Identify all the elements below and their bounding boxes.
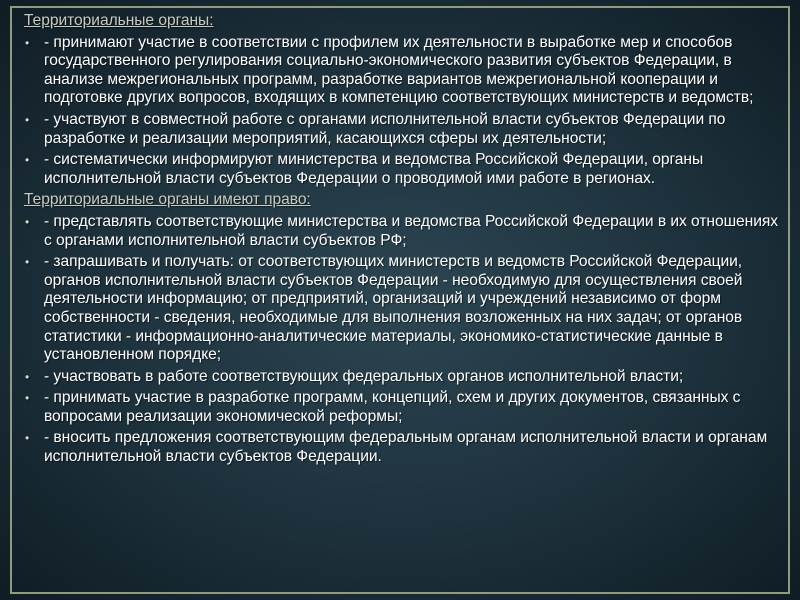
list-item: [24, 111, 784, 148]
list-item-text: - участвуют в совместной работе с органами исполнительной власти субъектов Федерации по разработке и реализации мероприятий, касающихся сферы их деятельности;: [44, 110, 726, 147]
bullet-list: [24, 213, 784, 467]
bullet-icon: •: [25, 214, 30, 229]
list-item-text: - принимать участие в разработке программ, концепций, схем и других документов, связанных с вопросами реализации экономической реформы;: [44, 389, 741, 425]
bullet-list: [24, 34, 784, 189]
slide-content: [24, 12, 784, 470]
bullet-icon: •: [25, 369, 30, 384]
list-item-text: - участвовать в работе соответствующих федеральных органов исполнительной власти;: [44, 367, 684, 385]
bullet-icon: •: [25, 431, 30, 446]
list-item-text: - принимают участие в соответствии с профилем их деятельности в выработке мер и способов государственного регулирования социально-экономического развития субъектов Федерации, в анализе межрегиональных программ, разработке вариантов межрегиональной кооперации и подготовке других вопросов, входящих в компетенцию соответствующих министерств и ведомств;: [44, 33, 754, 107]
bullet-icon: •: [25, 255, 30, 270]
bullet-icon: •: [25, 112, 30, 127]
section-rights: [24, 191, 784, 466]
list-item: [24, 368, 784, 387]
list-item-text: - систематически информируют министерства и ведомства Российской Федерации, органы исполнительной власти субъектов Федерации о проводимой ими работе в регионах.: [44, 151, 704, 187]
section-heading: Территориальные органы имеют право:: [24, 191, 311, 209]
list-item: [24, 429, 784, 466]
list-item: [24, 253, 784, 365]
list-item-text: - вносить предложения соответствующим федеральным органам исполнительной власти и органам исполнительной власти субъектов Федерации.: [44, 429, 768, 466]
list-item: [24, 34, 784, 108]
section-territorial-bodies: [24, 12, 784, 188]
section-heading: Территориальные органы:: [24, 12, 214, 29]
list-item-text: - запрашивать и получать: от соответствующих министерств и ведомств Российской Федерации, органов исполнительной власти субъектов Федерации - необходимую для осуществления своей деятельности информацию; от предприятий, организаций и учреждений независимо от форм собственности - сведения, необходимые для выполнения возложенных на них задач; от органов статистики - информационно-аналитические материалы, экономико-статистические данные в установленном порядке;: [44, 253, 743, 364]
bullet-icon: •: [25, 35, 30, 50]
bullet-icon: •: [25, 153, 30, 168]
bullet-icon: •: [25, 391, 30, 406]
list-item: [24, 389, 784, 426]
list-item-text: - представлять соответствующие министерства и ведомства Российской Федерации в их отношениях с органами исполнительной власти субъектов РФ;: [44, 212, 779, 249]
list-item: [24, 151, 784, 188]
list-item: [24, 213, 784, 250]
